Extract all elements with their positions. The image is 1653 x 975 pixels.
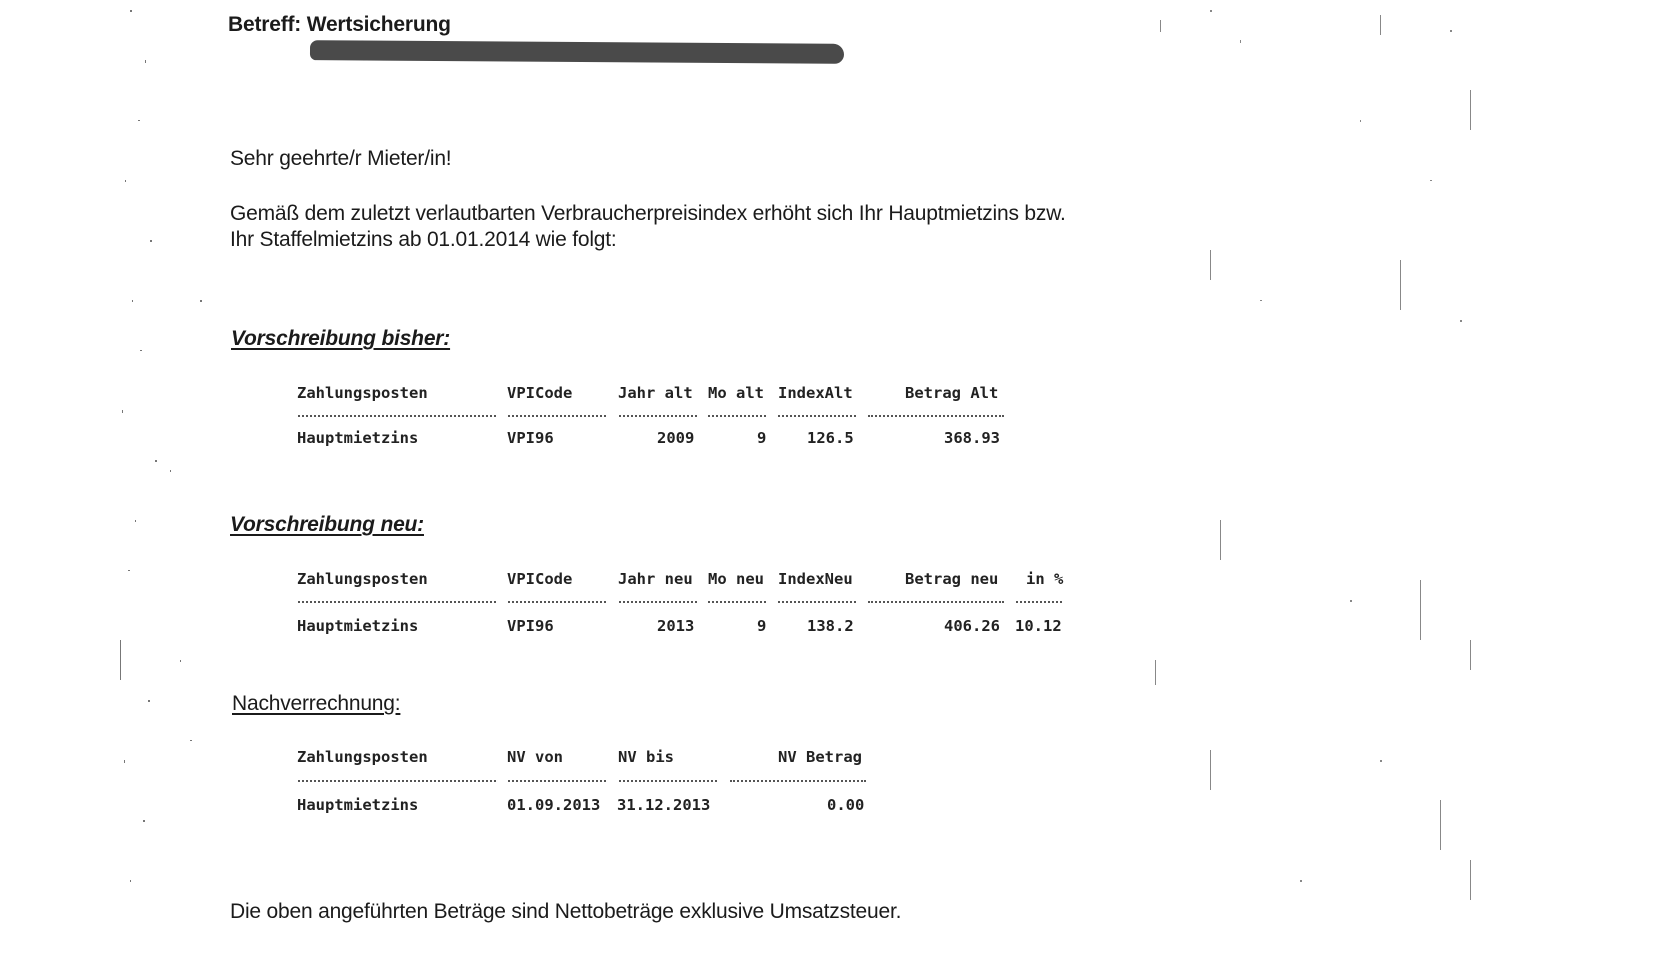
letter-subject: Betreff: Wertsicherung [228,13,451,36]
header-underline [298,601,496,603]
table-cell: 368.93 [944,429,1000,447]
table-cell: Hauptmietzins [297,617,419,635]
header-underline [508,780,606,782]
table-header-cell: VPICode [507,384,573,402]
table-cell: 10.12 [1015,617,1062,635]
table-cell: VPI96 [507,617,554,635]
section-title-old: Vorschreibung bisher: [231,327,451,350]
header-underline [508,601,606,603]
scan-noise-left [110,0,230,975]
header-underline [868,415,1004,417]
table-cell: 2009 [657,429,695,447]
table-cell: Hauptmietzins [297,796,419,814]
table-header-cell: Jahr alt [618,384,693,402]
section-title-nv: Nachverrechnung: [232,692,401,715]
header-underline [619,415,697,417]
table-cell: VPI96 [507,429,554,447]
table-cell: 138.2 [807,617,854,635]
table-header-cell: Betrag Alt [905,384,999,402]
header-underline [508,415,606,417]
header-underline [619,780,717,782]
table-cell: 0.00 [827,796,865,814]
header-underline [778,601,856,603]
redaction-bar [310,40,844,64]
section-title-new: Vorschreibung neu: [230,513,424,536]
header-underline [1016,601,1062,603]
table-header-cell: NV bis [618,748,674,766]
table-header-cell: Zahlungsposten [297,384,428,402]
header-underline [708,415,766,417]
header-underline [778,415,856,417]
table-cell: 406.26 [944,617,1000,635]
intro-paragraph-line-2: Ihr Staffelmietzins ab 01.01.2014 wie folgt: [230,228,617,251]
header-underline [298,780,496,782]
table-cell: Hauptmietzins [297,429,419,447]
header-underline [708,601,766,603]
table-header-cell: Betrag neu [905,570,999,588]
table-header-cell: Mo neu [708,570,764,588]
scan-noise-right [1150,0,1490,975]
footer-note: Die oben angeführten Beträge sind Nettobeträge exklusive Umsatzsteuer. [230,900,902,923]
table-header-cell: Mo alt [708,384,764,402]
table-header-cell: Zahlungsposten [297,748,428,766]
table-cell: 9 [757,429,767,447]
table-header-cell: in % [1026,570,1064,588]
header-underline [730,780,866,782]
table-header-cell: IndexAlt [778,384,853,402]
table-cell: 126.5 [807,429,854,447]
table-header-cell: NV von [507,748,563,766]
header-underline [298,415,496,417]
salutation: Sehr geehrte/r Mieter/in! [230,147,452,170]
table-header-cell: NV Betrag [778,748,862,766]
table-header-cell: Zahlungsposten [297,570,428,588]
table-header-cell: VPICode [507,570,573,588]
table-cell: 01.09.2013 [507,796,601,814]
table-cell: 31.12.2013 [617,796,711,814]
header-underline [868,601,1004,603]
header-underline [619,601,697,603]
table-header-cell: IndexNeu [778,570,853,588]
table-cell: 9 [757,617,767,635]
table-header-cell: Jahr neu [618,570,693,588]
table-cell: 2013 [657,617,695,635]
intro-paragraph-line-1: Gemäß dem zuletzt verlautbarten Verbraucherpreisindex erhöht sich Ihr Hauptmietzins bzw. [230,202,1066,225]
